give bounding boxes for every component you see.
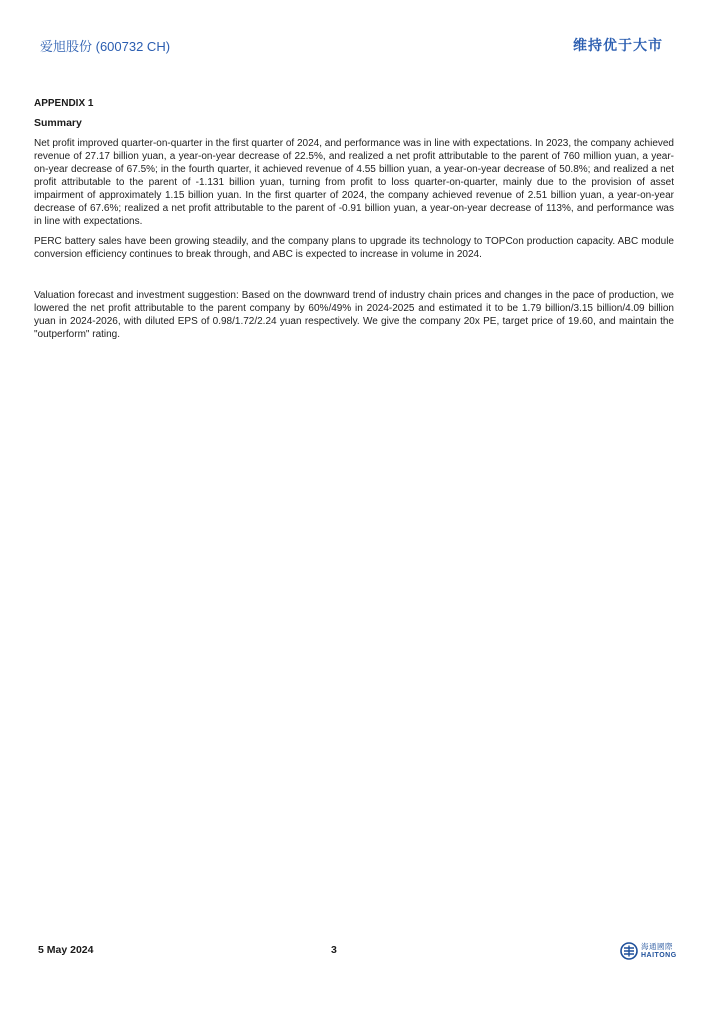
haitong-logo [620,940,677,962]
haitong-logo-icon [620,942,638,960]
logo-text-en: HAITONG [641,952,677,959]
appendix-title: APPENDIX 1 [34,98,94,109]
paragraph-technology: PERC battery sales have been growing steadily, and the company plans to upgrade its technology to TOPCon production capacity. ABC module conversion efficiency continues to break through, and ABC is expected to increase in volume in 2024. [34,236,674,260]
section-title: Summary [34,117,82,129]
paragraph-valuation: Valuation forecast and investment suggestion: Based on the downward trend of industry chain prices and changes in the pace of production, we lowered the net profit attributable to the parent company by 60%/49% in 2024-2025 and estimated it to be 1.79 billion/3.15 billion/4.09 billion yuan in 2024-2026, with diluted EPS of 0.98/1.72/2.24 yuan respectively. We give the company 20x PE, target price of 19.60, and maintain the "outperform" rating. [34,290,674,340]
paragraph-results: Net profit improved quarter-on-quarter in the first quarter of 2024, and performance was in line with expectations. In 2023, the company achieved revenue of 27.17 billion yuan, a year-on-year decrease of 22.5%, and realized a net profit attributable to the parent of 760 million yuan, a year-on-year decrease of 67.5%; in the fourth quarter, it achieved revenue of 4.55 billion yuan, a year-on-year decrease of 50.8%; and realized a net profit attributable to the parent of -1.131 billion yuan, turning from profit to loss quarter-on-quarter, mainly due to the provision of asset impairment of approximately 1.15 billion yuan. In the first quarter of 2024, the company achieved revenue of 2.51 billion yuan, a year-on-year decrease of 67.6%; realized a net profit attributable to the parent of -0.91 billion yuan, a year-on-year decrease of 113%, and performance was in line with expectations. [34,138,674,227]
report-date: 5 May 2024 [38,944,94,956]
report-body [34,98,674,348]
logo-text-cn: 海通國際 [641,942,673,951]
rating-label: 维持优于大市 [573,37,663,53]
page-number: 3 [331,944,337,956]
company-ticker: 爱旭股份 (600732 CH) [40,39,171,54]
page-header [0,0,725,60]
